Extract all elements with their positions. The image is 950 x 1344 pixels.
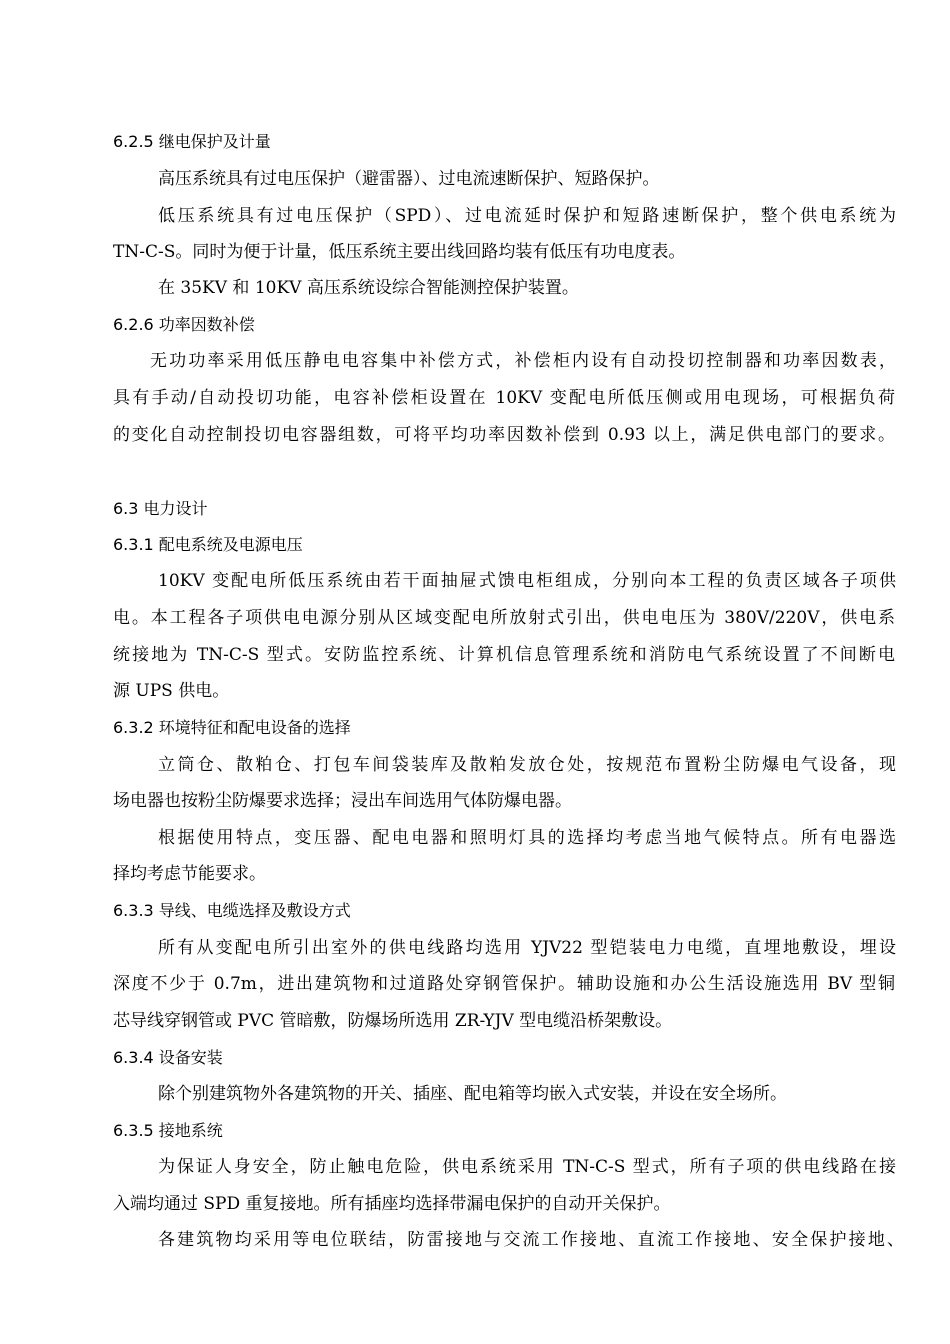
- paragraph-line: 所有从变配电所引出室外的供电线路均选用 YJV22 型铠装电力电缆，直埋地敷设，埋设: [158, 938, 896, 958]
- paragraph-line: 电。本工程各子项供电电源分别从区域变配电所放射式引出，供电电压为 380V/220V，供电系: [113, 608, 895, 628]
- section-heading-6-3-1: 6.3.1 配电系统及电源电压: [113, 535, 303, 554]
- paragraph-line: 具有手动/自动投切功能，电容补偿柜设置在 10KV 变配电所低压侧或用电现场，可根据负荷: [113, 388, 895, 408]
- section-heading-6-3-3: 6.3.3 导线、电缆选择及敷设方式: [113, 901, 351, 920]
- paragraph-line: 统接地为 TN-C-S 型式。安防监控系统、计算机信息管理系统和消防电气系统设置了不间断电: [113, 645, 895, 665]
- section-heading-6-3-2: 6.3.2 环境特征和配电设备的选择: [113, 718, 351, 737]
- paragraph-line: 除个别建筑物外各建筑物的开关、插座、配电箱等均嵌入式安装，并设在安全场所。: [158, 1084, 787, 1104]
- section-heading-6-3: 6.3 电力设计: [113, 499, 208, 518]
- paragraph-line: 无功功率采用低压静电电容集中补偿方式，补偿柜内设有自动投切控制器和功率因数表，: [150, 351, 896, 371]
- paragraph-line: 择均考虑节能要求。: [113, 864, 266, 884]
- paragraph-line: 各建筑物均采用等电位联结，防雷接地与交流工作接地、直流工作接地、安全保护接地、: [158, 1230, 904, 1250]
- section-heading-6-3-5: 6.3.5 接地系统: [113, 1121, 223, 1140]
- section-heading-6-3-4: 6.3.4 设备安装: [113, 1048, 223, 1067]
- section-heading-6-2-6: 6.2.6 功率因数补偿: [113, 315, 255, 334]
- paragraph-line: 在 35KV 和 10KV 高压系统设综合智能测控保护装置。: [158, 278, 579, 298]
- paragraph-line: 源 UPS 供电。: [113, 681, 230, 701]
- paragraph-line: 入端均通过 SPD 重复接地。所有插座均选择带漏电保护的自动开关保护。: [113, 1194, 671, 1214]
- paragraph-line: 根据使用特点，变压器、配电电器和照明灯具的选择均考虑当地气候特点。所有电器选: [158, 828, 896, 848]
- paragraph-line: 高压系统具有过电压保护（避雷器）、过电流速断保护、短路保护。: [158, 169, 660, 189]
- section-heading-6-2-5: 6.2.5 继电保护及计量: [113, 132, 271, 151]
- paragraph-line: TN-C-S。同时为便于计量，低压系统主要出线回路均装有低压有功电度表。: [113, 242, 686, 262]
- paragraph-line: 为保证人身安全，防止触电危险，供电系统采用 TN-C-S 型式，所有子项的供电线路在接: [158, 1157, 896, 1177]
- paragraph-line: 芯导线穿钢管或 PVC 管暗敷，防爆场所选用 ZR-YJV 型电缆沿桥架敷设。: [113, 1011, 673, 1031]
- paragraph-line: 深度不少于 0.7m，进出建筑物和过道路处穿钢管保护。辅助设施和办公生活设施选用 BV 型铜: [113, 974, 895, 994]
- paragraph-line: 低压系统具有过电压保护（SPD）、过电流延时保护和短路速断保护，整个供电系统为: [158, 206, 896, 226]
- paragraph-line: 场电器也按粉尘防爆要求选择；浸出车间选用气体防爆电器。: [113, 791, 572, 811]
- paragraph-line: 10KV 变配电所低压系统由若干面抽屉式馈电柜组成，分别向本工程的负责区域各子项供: [158, 571, 896, 591]
- paragraph-line: 立筒仓、散粕仓、打包车间袋装库及散粕发放仓处，按规范布置粉尘防爆电气设备，现: [158, 755, 896, 775]
- paragraph-line: 的变化自动控制投切电容器组数，可将平均功率因数补偿到 0.93 以上，满足供电部门的要求。: [113, 425, 895, 445]
